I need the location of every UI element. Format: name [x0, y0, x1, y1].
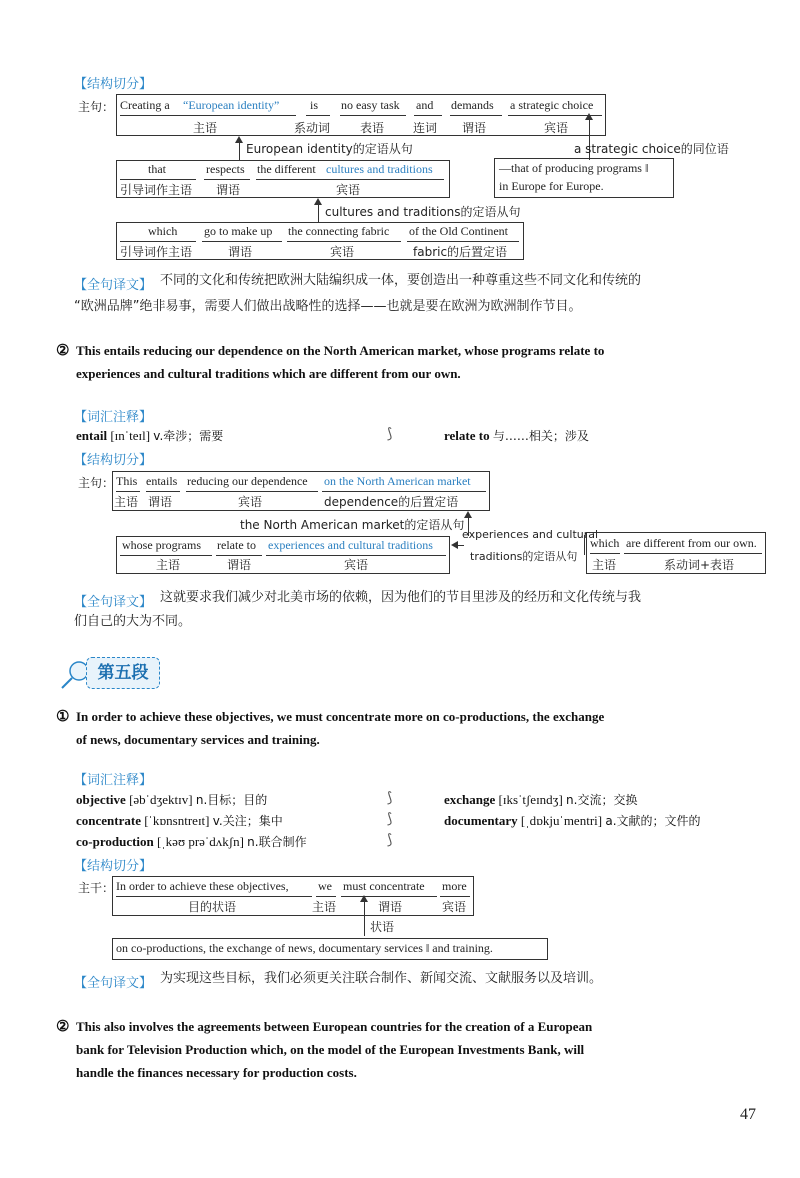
vocab-def: 与……相关；涉及 [492, 429, 589, 443]
translation-tag: 【全句译文】 [74, 976, 153, 991]
main-clause-label: 主干： [78, 881, 115, 895]
word-highlight: on the North American market [324, 474, 471, 488]
structure-tag: 【结构切分】 [74, 859, 153, 874]
vocab-pron: [ɪksˈtʃeɪndʒ] [498, 792, 563, 807]
sentence-line: In order to achieve these objectives, we must concentrate more on co-productions, the exchange [76, 709, 605, 724]
role-label: dependence的后置定语 [324, 495, 459, 509]
sentence-line: This also involves the agreements between European countries for the creation of a European [76, 1019, 593, 1034]
word: demands [451, 98, 494, 112]
role-label: 谓语 [462, 121, 487, 135]
role-label: 谓语 [148, 495, 173, 509]
sentence-number: ② [56, 343, 70, 359]
appositive-line: —that of producing programs ‖ [499, 161, 649, 175]
word: which [590, 536, 620, 550]
role-label: 宾语 [336, 183, 361, 197]
word: entails [146, 474, 178, 488]
role-label: fabric的后置定语 [413, 245, 508, 259]
role-label: 系动词+表语 [664, 558, 735, 572]
role-label: 主语 [114, 495, 139, 509]
word: of the Old Continent [409, 224, 508, 238]
sentence-number: ① [56, 709, 70, 725]
role-label: 宾语 [238, 495, 263, 509]
translation-text: “欧洲品牌”绝非易事，需要人们做出战略性的选择——也就是要在欧洲为欧洲制作节目。 [74, 299, 582, 314]
vocab-word: co-production [76, 834, 154, 849]
vocab-pron: [əbˈdʒektɪv] [129, 792, 193, 807]
word: is [310, 98, 319, 112]
role-label: 谓语 [378, 900, 403, 914]
vocab-pron: [ˈkɒnsntreɪt] [144, 813, 210, 828]
word-highlight: cultures and traditions [326, 162, 433, 176]
separator-icon: ⟆ [387, 426, 393, 442]
sentence-number: ② [56, 1019, 70, 1035]
word: go to make up [204, 224, 273, 238]
role-label: 主语 [312, 900, 337, 914]
note: traditions的定语从句 [470, 550, 578, 563]
separator-icon: ⟆ [387, 790, 393, 806]
role-label: 引导词作主语 [120, 245, 193, 259]
word: we [318, 879, 332, 893]
vocab-tag: 【词汇注释】 [74, 773, 153, 788]
sentence-line: of news, documentary services and training. [76, 732, 320, 747]
vocab-word: relate to [444, 428, 490, 443]
vocab-def: n.联合制作 [247, 835, 307, 849]
separator-icon: ⟆ [387, 832, 393, 848]
note: experiences and cultural [462, 528, 599, 541]
role-label: 连词 [413, 121, 438, 135]
vocab-tag: 【词汇注释】 [74, 410, 153, 425]
word: that [148, 162, 166, 176]
note: European identity的定语从句 [246, 142, 413, 156]
word: This [116, 474, 138, 488]
adverbial-text: on co-productions, the exchange of news, documentary services ‖ and training. [116, 941, 493, 955]
word: are different from our own. [626, 536, 757, 550]
vocab-entry [444, 791, 637, 808]
vocab-def: v.牵涉；需要 [153, 429, 224, 443]
vocab-word: entail [76, 428, 108, 443]
page-number: 47 [740, 1106, 756, 1123]
section-heading [60, 657, 160, 687]
vocab-pron: [ɪnˈteɪl] [110, 428, 151, 443]
main-clause-label: 主句： [78, 100, 115, 114]
vocab-entry [76, 812, 283, 829]
vocab-def: a.文献的；文件的 [605, 814, 701, 828]
note: a strategic choice的同位语 [574, 142, 729, 156]
vocab-word: concentrate [76, 813, 141, 828]
role-label: 目的状语 [188, 900, 237, 914]
word: a strategic choice [510, 98, 594, 112]
word: more [442, 879, 467, 893]
separator-icon: ⟆ [387, 811, 393, 827]
translation-text: 不同的文化和传统把欧洲大陆编织成一体，要创造出一种尊重这些不同文化和传统的 [160, 273, 642, 288]
vocab-pron: [ˌkəʊ prəˈdʌkʃn] [157, 834, 244, 849]
word: the different [257, 162, 316, 176]
note: the North American market的定语从句 [240, 518, 465, 532]
structure-tag: 【结构切分】 [74, 77, 153, 92]
role-label: 主语 [193, 121, 218, 135]
vocab-word: objective [76, 792, 126, 807]
translation-text: 们自己的大为不同。 [74, 614, 192, 629]
section-title: 第五段 [86, 657, 160, 689]
role-label: 宾语 [344, 558, 369, 572]
vocab-def: n.目标；目的 [195, 793, 268, 807]
word: In order to achieve these objectives, [116, 879, 289, 893]
word-highlight: experiences and cultural traditions [268, 538, 433, 552]
vocab-entry [76, 791, 267, 808]
word: must concentrate [343, 879, 425, 893]
sentence-line: bank for Television Production which, on the model of the European Investments Bank, will [76, 1042, 585, 1057]
word: and [416, 98, 434, 112]
vocab-entry [76, 427, 223, 444]
vocab-entry [76, 833, 307, 850]
vocab-word: documentary [444, 813, 518, 828]
note: 状语 [370, 920, 395, 934]
word: Creating a [120, 98, 170, 112]
note: cultures and traditions的定语从句 [325, 205, 521, 219]
word: respects [206, 162, 245, 176]
translation-text: 为实现这些目标，我们必须更关注联合制作、新闻交流、文献服务以及培训。 [160, 971, 603, 986]
word: whose programs [122, 538, 201, 552]
role-label: 引导词作主语 [120, 183, 193, 197]
role-label: 谓语 [216, 183, 241, 197]
role-label: 主语 [592, 558, 617, 572]
vocab-def: n.交流；交换 [566, 793, 638, 807]
role-label: 宾语 [544, 121, 569, 135]
role-label: 谓语 [227, 558, 252, 572]
main-clause-label: 主句： [78, 476, 115, 490]
vocab-def: v.关注；集中 [212, 814, 283, 828]
role-label: 谓语 [228, 245, 253, 259]
role-label: 系动词 [294, 121, 331, 135]
role-label: 宾语 [442, 900, 467, 914]
vocab-entry [444, 427, 589, 444]
vocab-word: exchange [444, 792, 496, 807]
sentence-line: experiences and cultural traditions which are different from our own. [76, 366, 461, 381]
word: relate to [217, 538, 256, 552]
word: which [148, 224, 178, 238]
appositive-line: in Europe for Europe. [499, 179, 604, 193]
structure-tag: 【结构切分】 [74, 453, 153, 468]
word: reducing our dependence [187, 474, 308, 488]
translation-tag: 【全句译文】 [74, 278, 153, 293]
translation-text: 这就要求我们减少对北美市场的依赖，因为他们的节目里涉及的经历和文化传统与我 [160, 590, 642, 605]
role-label: 宾语 [330, 245, 355, 259]
sentence-line: This entails reducing our dependence on the North American market, whose programs relate to [76, 343, 605, 358]
word-highlight: “European identity” [183, 98, 280, 112]
word: the connecting fabric [288, 224, 390, 238]
vocab-entry [444, 812, 701, 829]
role-label: 表语 [360, 121, 385, 135]
translation-tag: 【全句译文】 [74, 595, 153, 610]
sentence-line: handle the finances necessary for production costs. [76, 1065, 357, 1080]
role-label: 主语 [156, 558, 181, 572]
vocab-pron: [ˌdɒkjuˈmentri] [520, 813, 603, 828]
word: no easy task [341, 98, 400, 112]
